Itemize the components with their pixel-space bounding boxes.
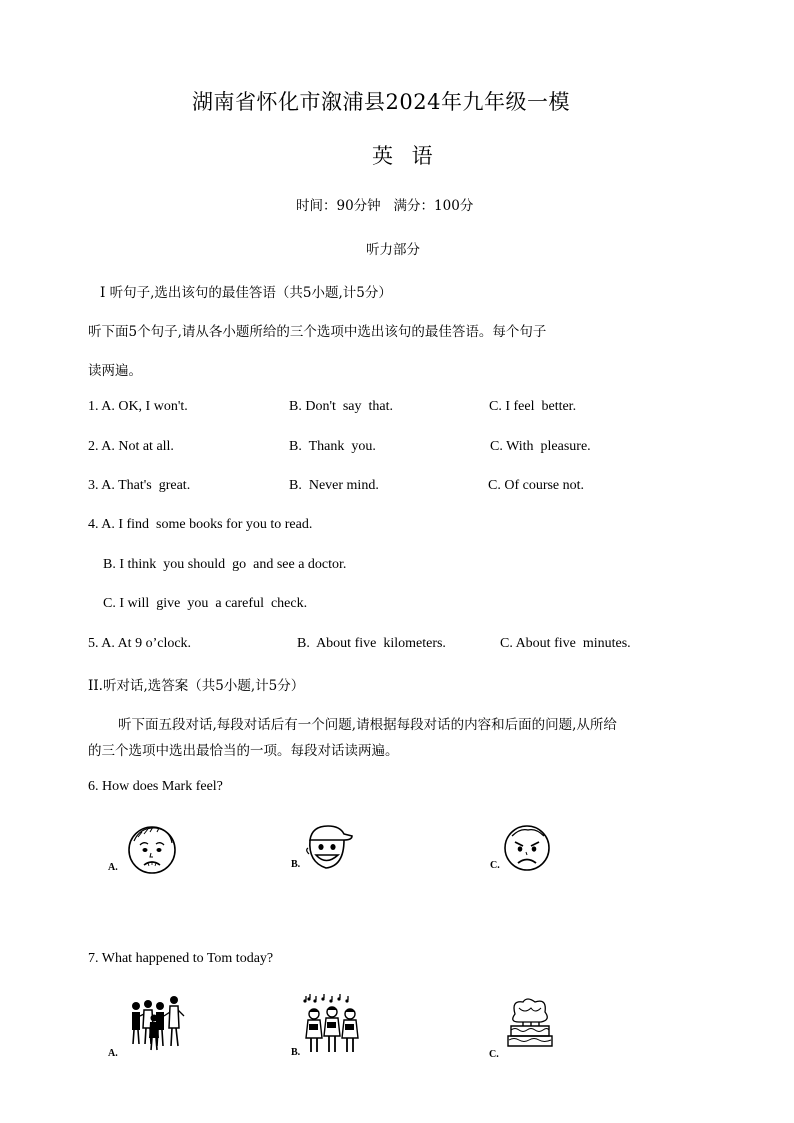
part1-heading: I 听句子,选出该句的最佳答语（共5小题,计5分） bbox=[100, 285, 392, 301]
singing-children-icon bbox=[302, 994, 362, 1056]
q2-option-c: C. With pleasure. bbox=[490, 439, 591, 454]
q1-option-b: B. Don't say that. bbox=[289, 399, 394, 414]
q1-option-a: 1. A. OK, I won't. bbox=[88, 399, 188, 414]
q4-option-b: B. I think you should go and see a doctor. bbox=[103, 557, 347, 572]
q6-option-c-letter: C. bbox=[490, 860, 500, 871]
q2-option-b: B. Thank you. bbox=[289, 439, 376, 454]
q5-option-b: B. About five kilometers. bbox=[297, 636, 446, 651]
q3-option-b: B. Never mind. bbox=[289, 478, 379, 493]
q7-question: 7. What happened to Tom today? bbox=[88, 951, 274, 966]
time-info: 时间：90分钟 满分：100分 bbox=[296, 198, 474, 214]
q6-option-a-letter: A. bbox=[108, 862, 118, 873]
q3-option-a: 3. A. That's great. bbox=[88, 478, 191, 493]
part2-instruction-line2: 的三个选项中选出最恰当的一项。每段对话读两遍。 bbox=[88, 743, 399, 759]
section-title: 听力部分 bbox=[366, 242, 420, 258]
q7-option-b-letter: B. bbox=[291, 1047, 301, 1058]
q7-option-a-letter: A. bbox=[108, 1048, 118, 1059]
sad-face-icon bbox=[126, 823, 178, 875]
q3-option-c: C. Of course not. bbox=[488, 478, 585, 493]
group-of-people-icon bbox=[126, 994, 188, 1052]
birthday-cake-icon bbox=[505, 996, 555, 1048]
q6-option-b-letter: B. bbox=[291, 859, 301, 870]
q4-option-c: C. I will give you a careful check. bbox=[103, 596, 308, 611]
q5-option-a: 5. A. At 9 o’clock. bbox=[88, 636, 192, 651]
part2-instruction-line1: 听下面五段对话,每段对话后有一个问题,请根据每段对话的内容和后面的问题,从所给 bbox=[118, 717, 617, 733]
q7-option-c-letter: C. bbox=[489, 1049, 499, 1060]
happy-cap-face-icon bbox=[302, 822, 354, 872]
angry-face-icon bbox=[502, 822, 552, 872]
part1-instruction-line1: 听下面5个句子,请从各小题所给的三个选项中选出该句的最佳答语。每个句子 bbox=[88, 324, 547, 340]
q4-option-a: 4. A. I find some books for you to read. bbox=[88, 517, 313, 532]
subject-title: 英 语 bbox=[372, 144, 439, 168]
q1-option-c: C. I feel better. bbox=[489, 399, 577, 414]
exam-title: 湖南省怀化市溆浦县2024年九年级一模 bbox=[192, 90, 570, 114]
part2-heading: II.听对话,选答案（共5小题,计5分） bbox=[88, 678, 305, 694]
q6-question: 6. How does Mark feel? bbox=[88, 779, 223, 794]
q2-option-a: 2. A. Not at all. bbox=[88, 439, 174, 454]
part1-instruction-line2: 读两遍。 bbox=[88, 363, 142, 379]
q5-option-c: C. About five minutes. bbox=[500, 636, 631, 651]
